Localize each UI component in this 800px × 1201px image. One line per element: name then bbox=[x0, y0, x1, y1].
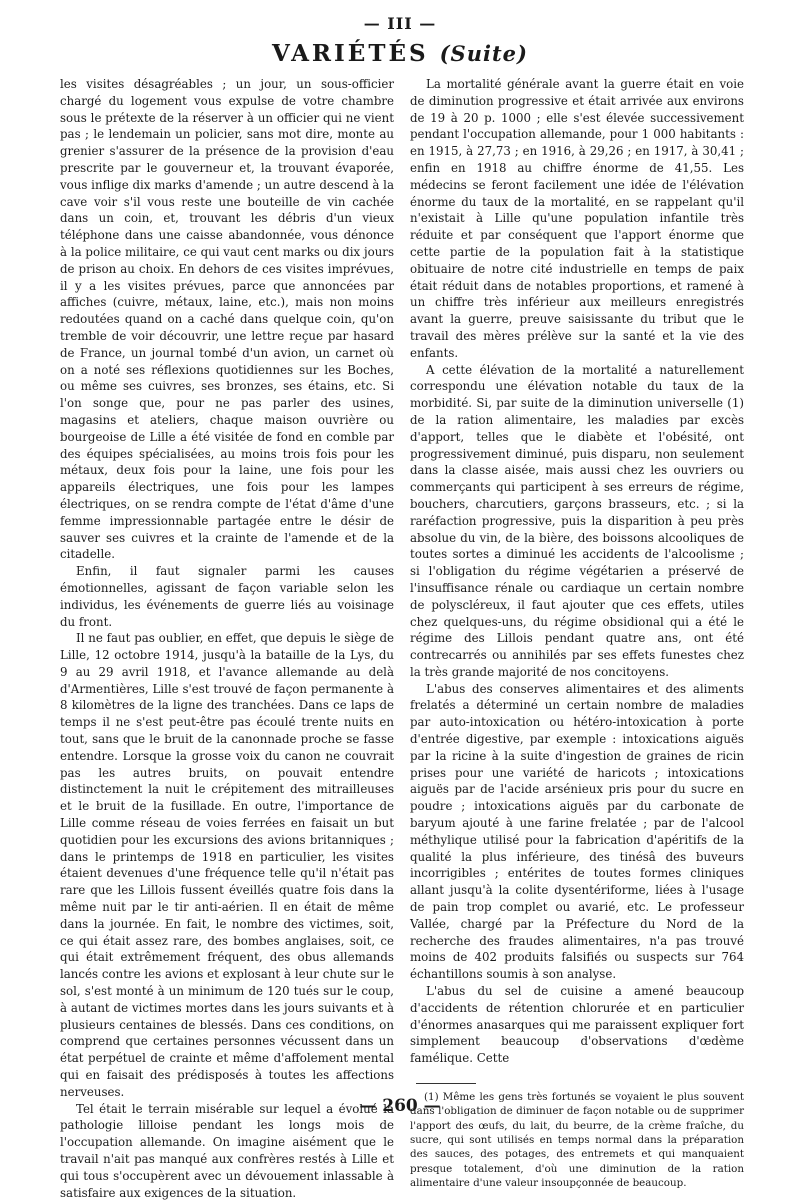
title-text: VARIÉTÉS bbox=[272, 40, 429, 67]
left-column bbox=[60, 76, 394, 1201]
paragraph: L'abus du sel de cuisine a amené beaucoup d'accidents de rétention chlorurée et en particulier d'énormes anasarques qui me paraissent expliquer fort simplement beaucoup d'observations d'œdème famélique. Cette bbox=[410, 984, 744, 1066]
page-number: — 260 — bbox=[359, 1096, 441, 1116]
paragraph: L'abus des conserves alimentaires et des aliments frelatés a déterminé un certain nombre de maladies par auto-intoxication ou hétéro-intoxication à porte d'entrée digestive, par exemple : intoxications aiguës par la ricine à la suite d'ingestion de graines de ricin prises pour une variété de haricots ; intoxications aiguës par de l'acide arsénieux pris pour du sucre en poudre ; intoxications aiguës par du carbonate de baryum ajouté à une farine frelatée ; par de l'alcool méthylique utilisé pour la fabrication d'apéritifs de la qualité la plus inférieure, des tinésâ des buveurs incorrigibles ; entérites de toutes formes cliniques allant jusqu'à la colite dysentériforme, liées à l'usage de pain trop complet ou avarié, etc. Le professeur Vallée, chargé par la Préfecture du Nord de la recherche des fraudes alimentaires, n'a pas trouvé moins de 402 produits falsifiés ou suspects sur 764 échantillons soumis à son analyse. bbox=[410, 681, 744, 982]
footnote-separator bbox=[416, 1083, 476, 1084]
paragraph: les visites désagréables ; un jour, un sous-officier chargé du logement vous expulse de votre chambre sous le prétexte de la réserver à un officier qui ne vient pas ; le lendemain un policier, sans mot dire, monte au grenier s'assurer de la présence de la provision d'eau prescrite par le gouverneur et, la trouvant évaporée, vous inflige dix marks d'amende ; un autre descend à la cave voir s'il vous reste une bouteille de vin cachée dans un coin, et, trouvant les débris d'un vieux téléphone dans une caisse abandonnée, vous dénonce à la police militaire, ce qui vaut cent marks ou dix jours de prison au choix. En dehors de ces visites imprévues, il y a les visites prévues, parce que annoncées par affiches (cuivre, métaux, laine, etc.), mais non moins redoutées quand on a caché dans quelque coin, qu'on tremble de voir découvrir, une lettre reçue par hasard de France, un journal tombé d'un avion, un carnet où on a noté ses réflexions quotidiennes sur les Boches, ou même ses cuivres, ses bronzes, ses étains, etc. Si l'on songe que, pour ne pas parler des usines, magasins et ateliers, chaque maison ouvrière ou bourgeoise de Lille a été visitée de fond en comble par des équipes spécialisées, au moins trois fois pour les métaux, deux fois pour la laine, une fois pour les appareils électriques, une fois pour les lampes électriques, on se rendra compte de l'état d'âme d'une femme impressionnable partagée entre le désir de sauver ses cuivres et la crainte de l'amende et de la citadelle. bbox=[60, 77, 394, 562]
paragraph: Il ne faut pas oublier, en effet, que depuis le siège de Lille, 12 octobre 1914, jusqu'à la bataille de la Lys, du 9 au 29 avril 1918, et l'avance allemande au delà d'Armentières, Lille s'est trouvé de façon permanente à 8 kilomètres de la ligne des tranchées. Dans ce laps de temps il ne s'est peut-être pas écoulé trente nuits en tout, sans que le bruit de la canonnade proche se fasse entendre. Lorsque la grosse voix du canon ne couvrait pas les autres bruits, on pouvait entendre distinctement la nuit le crépitement des mitrailleuses et le bruit de la fusillade. En outre, l'importance de Lille comme réseau de voies ferrées en faisait un but quotidien pour les excursions des avions britanniques ; dans le printemps de 1918 en particulier, les visites étaient devenues d'une fréquence telle qu'il n'était pas rare que les Lillois fussent éveillés quatre fois dans la même nuit par le tir anti-aérien. Il en était de même dans la journée. En fait, le nombre des victimes, soit, ce qui était assez rare, des bombes anglaises, soit, ce qui était extrêmement fréquent, des obus allemands lancés contre les avions et explosant à leur chute sur le sol, s'est monté à un minimum de 120 tués sur le coup, à autant de victimes mortes dans les jours suivants et à plusieurs centaines de blessés. Dans ces conditions, on comprend que certaines personnes vécussent dans un état perpétuel de crainte et même d'affolement mental qui en faisait des prédisposés à toutes les affections nerveuses. bbox=[60, 631, 394, 1099]
paragraph: La mortalité générale avant la guerre était en voie de diminution progressive et était arrivée aux environs de 19 à 20 p. 1000 ; elle s'est élevée successivement pendant l'occupation allemande, pour 1 000 habitants : en 1915, à 27,73 ; en 1916, à 29,26 ; en 1917, à 30,41 ; enfin en 1918 au chiffre énorme de 41,55. Les médecins se feront facilement une idée de l'élévation énorme du taux de la mortalité, en se rappelant qu'il n'existait à Lille qu'une population infantile très réduite et par conséquent que l'apport énorme que cette partie de la population fait à la statistique obituaire de notre cité industrielle en temps de paix était réduit dans de notables proportions, et ramené à un chiffre très inférieur aux meilleurs enregistrés avant la guerre, preuve saisissante du tribut que le travail des mères prélève sur la santé et la vie des enfants. bbox=[410, 77, 744, 360]
paragraph: Enfin, il faut signaler parmi les causes émotionnelles, agissant de façon variable selon les individus, les événements de guerre liés au voisinage du front. bbox=[60, 564, 394, 629]
title-suffix: (Suite) bbox=[439, 41, 528, 66]
paragraph: A cette élévation de la mortalité a naturellement correspondu une élévation notable du taux de la morbidité. Si, par suite de la diminution universelle (1) de la ration alimentaire, les maladies par excès d'apport, telles que le diabète et l'obésité, ont progressivement diminué, puis disparu, non seulement dans la classe aisée, mais aussi chez les ouvriers ou commerçants qui participent à ses erreurs de régime, bouchers, charcutiers, garçons brasseurs, etc. ; si la raréfaction progressive, puis la disparition à peu près absolue du vin, de la bière, des boissons alcooliques de toutes sortes a diminué les accidents de l'alcoolisme ; si l'obligation du régime végétarien a préservé de l'insuffisance rénale ou cardiaque un certain nombre de polyscléreux, il faut ajouter que ces effets, utiles chez quelques-uns, du régime obsidional qui a été le régime des Lillois pendant quatre ans, ont été contrecarrés ou annihilés par ses effets funestes chez la très grande majorité de nos concitoyens. bbox=[410, 362, 744, 679]
paragraph: Tel était le terrain misérable sur lequel a évolué la pathologie lilloise pendant les longs mois de l'occupation allemande. On imagine aisément que le travail n'ait pas manqué aux confrères restés à Lille et qui tous s'occupèrent avec un dévouement inlassable à satisfaire aux exigences de la situation. bbox=[60, 1101, 394, 1200]
right-column bbox=[410, 76, 744, 1190]
section-page-number: — III — bbox=[363, 14, 437, 33]
page-title bbox=[0, 40, 800, 67]
footnote: (1) Même les gens très fortunés se voyaient le plus souvent dans l'obligation de diminuer de façon notable ou de supprimer l'apport des œufs, du lait, du beurre, de la crème fraîche, du sucre, qui sont utilisés en temps normal dans la préparation des sauces, des potages, des entremets et qui manquaient presque totalement, d'où une diminution de la ration alimentaire d'une valeur insoupçonnée de beaucoup. bbox=[410, 1091, 744, 1189]
